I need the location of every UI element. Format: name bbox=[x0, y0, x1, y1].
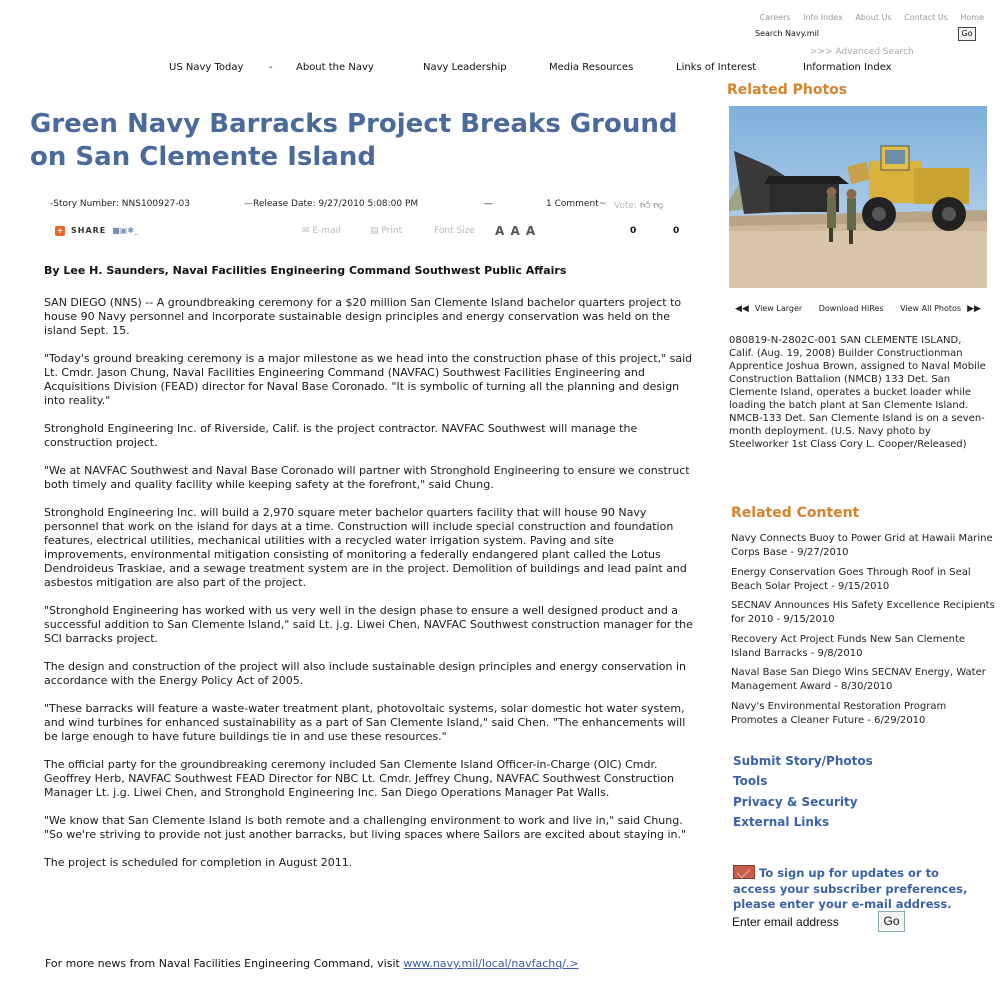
download-hires-link[interactable]: Download HiRes bbox=[818, 304, 884, 313]
vote-down-count: 0 bbox=[673, 226, 680, 236]
nav-navy-leadership[interactable]: Navy Leadership bbox=[423, 62, 507, 73]
view-all-photos-link[interactable]: View All Photos bbox=[900, 304, 962, 313]
comments-link[interactable]: 1 Comment bbox=[546, 199, 599, 209]
info-index-link[interactable]: Info Index bbox=[803, 13, 843, 22]
dash: ~ bbox=[598, 199, 607, 209]
share-plus-icon: + bbox=[56, 226, 64, 235]
subscribe-go-button[interactable]: Go bbox=[878, 911, 905, 932]
footer-note-text: For more news from Naval Facilities Engineering Command, visit bbox=[45, 957, 404, 970]
nav-links-of-interest[interactable]: Links of Interest bbox=[676, 62, 757, 73]
nav-media-resources[interactable]: Media Resources bbox=[549, 62, 634, 73]
email-field[interactable] bbox=[732, 913, 872, 931]
paragraph: "Stronghold Engineering has worked with us very well in the design phase to ensure a well designed product and a successful addition to San Clemente Island," said Lt. j.g. Liwei Chen, NAVFAC Southwest construction manager for the SCI barracks project. bbox=[44, 604, 693, 645]
bucket-loader-photo bbox=[729, 106, 987, 288]
paragraph: The project is scheduled for completion in August 2011. bbox=[44, 856, 353, 869]
footer-note bbox=[45, 957, 579, 970]
email-icon: ✉ bbox=[302, 226, 310, 236]
navfac-link[interactable]: www.navy.mil/local/navfachq/.> bbox=[403, 957, 579, 970]
utility-links bbox=[750, 13, 984, 22]
share-services-icon: ■▣✱_ bbox=[112, 226, 139, 235]
paragraph: "Today's ground breaking ceremony is a major milestone as we head into the construction phase of this project," said Lt. Cmdr. Jason Chung, Naval Facilities Engineering Command (NAVFAC) Southwest Facilities Engineering and Acquisitions Division (FEAD) director for Naval Base Coronado. "It is symbolic of turning all the planning and design into reality." bbox=[44, 352, 693, 407]
signup-text: To sign up for updates or to access your subscriber preferences, please enter your e-mail address. bbox=[733, 866, 968, 912]
share-label: SHARE bbox=[71, 226, 107, 235]
related-photos-title: Related Photos bbox=[727, 82, 848, 98]
search-go-button[interactable]: Go bbox=[958, 27, 976, 41]
about-us-link[interactable]: About Us bbox=[855, 13, 892, 22]
email-link[interactable] bbox=[302, 226, 341, 236]
related-photo[interactable] bbox=[729, 106, 987, 288]
font-size-controls[interactable]: A A A bbox=[495, 224, 537, 238]
photo-nav bbox=[735, 304, 987, 314]
related-content-item[interactable]: Navy Connects Buoy to Power Grid at Hawaii Marine Corps Base - 9/27/2010 bbox=[731, 533, 993, 558]
story-number: -Story Number: NNS100927-03 bbox=[50, 199, 191, 209]
byline: By Lee H. Saunders, Naval Facilities Engineering Command Southwest Public Affairs bbox=[44, 264, 567, 277]
external-links-link[interactable]: External Links bbox=[733, 814, 830, 829]
photo-caption: 080819-N-2802C-001 SAN CLEMENTE ISLAND, Calif. (Aug. 19, 2008) Builder Constructionman Apprentice Joshua Brown, assigned to Naval Mobile Construction Battalion (NMCB) 133 Det. San Clemente Island, operates a bucket loader while loading the batch plant at San Clemente Island. NMCB-133 Det. San Clemente Island is on a seven-month deployment. (U.S. Navy photo by Steelworker 1st Class Cory L. Cooper/Released) bbox=[729, 335, 986, 450]
email-label: E-mail bbox=[312, 226, 341, 236]
paragraph: "We know that San Clemente Island is both remote and a challenging environment to work and live in," said Chung. "So we're striving to provide not just another barracks, but living spaces where Sailors are excited about staying in." bbox=[44, 814, 687, 841]
paragraph: "We at NAVFAC Southwest and Naval Base Coronado will partner with Stronghold Engineering to ensure we construct both timely and quality facility while keeping safety at the forefront," said Chung. bbox=[44, 464, 690, 491]
comments-wrap bbox=[546, 199, 606, 209]
privacy-security-link[interactable]: Privacy & Security bbox=[733, 794, 858, 809]
nav-us-navy-today[interactable]: US Navy Today bbox=[169, 62, 244, 73]
email-signup bbox=[733, 865, 983, 913]
home-link[interactable]: Home bbox=[960, 13, 984, 22]
submit-story-link[interactable]: Submit Story/Photos bbox=[733, 754, 873, 768]
envelope-icon bbox=[733, 865, 755, 879]
nav-information-index[interactable]: Information Index bbox=[803, 62, 892, 73]
page-title: Green Navy Barracks Project Breaks Ground on San Clemente Island bbox=[30, 109, 678, 172]
print-label: Print bbox=[381, 226, 403, 236]
related-content-item[interactable]: SECNAV Announces His Safety Excellence Recipients for 2010 - 9/15/2010 bbox=[731, 600, 995, 625]
prev-arrow-icon[interactable]: ◀◀ bbox=[735, 304, 749, 314]
release-date-wrap bbox=[244, 199, 418, 209]
related-content-item[interactable]: Navy's Environmental Restoration Program Promotes a Cleaner Future - 6/29/2010 bbox=[731, 700, 947, 726]
view-larger-link[interactable]: View Larger bbox=[754, 304, 803, 313]
dash: — bbox=[244, 199, 253, 209]
meta-dash: — bbox=[484, 199, 493, 209]
release-date: Release Date: 9/27/2010 5:08:00 PM bbox=[253, 199, 419, 209]
search-label: Search Navy.mil bbox=[755, 29, 820, 38]
tools-link[interactable]: Tools bbox=[733, 774, 768, 789]
related-content-item[interactable]: Naval Base San Diego Wins SECNAV Energy, Water Management Award - 8/30/2010 bbox=[731, 667, 986, 692]
related-content-item[interactable]: Recovery Act Project Funds New San Clemente Island Barracks - 9/8/2010 bbox=[731, 633, 966, 659]
article-body bbox=[44, 296, 694, 884]
paragraph: "These barracks will feature a waste-water treatment plant, photovoltaic systems, solar domestic hot water system, and wind turbines for enhanced sustainability as a part of San Clemente Island," said Chen. "The enhancements will be large enough to have future buildings tie in and use these resources." bbox=[44, 702, 686, 743]
related-content-item[interactable]: Energy Conservation Goes Through Roof in Seal Beach Solar Project - 9/15/2010 bbox=[731, 566, 971, 592]
nav-separator: - bbox=[269, 62, 273, 73]
related-content-list bbox=[731, 532, 996, 733]
paragraph: SAN DIEGO (NNS) -- A groundbreaking ceremony for a $20 million San Clemente Island bachelor quarters project to house 90 Navy personnel and incorporate sustainable design principles and energy conservation was held on the island Sept. 15. bbox=[44, 296, 682, 337]
next-arrow-icon[interactable]: ▶▶ bbox=[967, 304, 981, 314]
advanced-search-link[interactable]: >>> Advanced Search bbox=[810, 47, 914, 57]
main-nav bbox=[0, 62, 1008, 76]
vote-up-count: 0 bbox=[630, 226, 637, 236]
nav-about-the-navy[interactable]: About the Navy bbox=[296, 62, 374, 73]
thumbs-down-icon[interactable]: 👎︎ bbox=[653, 200, 664, 211]
share-button[interactable] bbox=[55, 226, 138, 236]
paragraph: The official party for the groundbreaking ceremony included San Clemente Island Officer-in-Charge (OIC) Cmdr. Geoffrey Herb, NAVFAC Southwest FEAD Director for NBC Lt. Cmdr. Jeffrey Chung, NAVFAC Southwest Construction Manager Lt. j.g. Liwei Chen, and Stronghold Engineering Inc. San Diego Operations Manager Pat Walls. bbox=[44, 758, 674, 799]
vote-wrap bbox=[614, 199, 663, 211]
print-icon: ▤ bbox=[370, 226, 379, 236]
print-link[interactable] bbox=[370, 226, 402, 236]
side-links bbox=[733, 751, 873, 832]
paragraph: The design and construction of the project will also include sustainable design principles and energy conservation in accordance with the Energy Policy Act of 2005. bbox=[44, 660, 686, 687]
careers-link[interactable]: Careers bbox=[759, 13, 791, 22]
paragraph: Stronghold Engineering Inc. will build a 2,970 square meter bachelor quarters facility that will house 90 Navy personnel that work on the island for days at a time. Construction will include special construction and foundation features, electrical utilities, mechanical utilities with a recycled water irrigation system. Paving and site improvements, environmental mitigation consisting of monitoring a federally endangered plant called the Lotus Dendroideus Traskiae, and a sewage treatment system are in the project. Demolition of buildings and lead paint and asbestos mitigation are also part of the project. bbox=[44, 506, 687, 589]
contact-us-link[interactable]: Contact Us bbox=[904, 13, 948, 22]
paragraph: Stronghold Engineering Inc. of Riverside, Calif. is the project contractor. NAVFAC Southwest will manage the construction project. bbox=[44, 422, 638, 449]
font-size-label: Font Size bbox=[434, 226, 475, 236]
related-content-title: Related Content bbox=[731, 505, 860, 521]
thumbs-up-icon[interactable]: 👍︎ bbox=[639, 200, 651, 211]
vote-label: Vote: bbox=[614, 201, 638, 211]
